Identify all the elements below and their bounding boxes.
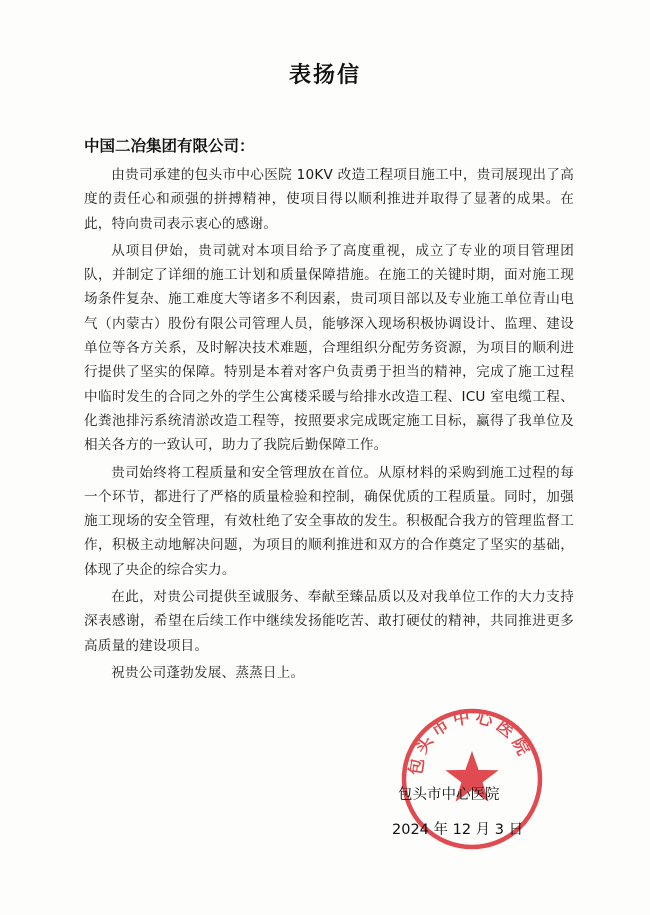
paragraph: 在此，对贵公司提供至诚服务、奉献至臻品质以及对我单位工作的大力支持深表感谢，希望在后续工作中继续发扬能吃苦、敢打硬仗的精神，共同推进更多高质量的建设项目。 [84,589,574,654]
seal-text: 包头市中心医院 [406,707,535,777]
salutation: 中国二冶集团有限公司： [84,137,255,155]
paragraph: 贵司始终将工程质量和安全管理放在首位。从原材料的采购到施工过程的每一个环节，都进行了严格的质量检验和控制，确保优质的工程质量。同时，加强施工现场的安全管理，有效杜绝了安全事故的发生。积极配合我方的管理监督工作，积极主动地解决问题，为项目的顺利推进和双方的合作奠定了坚实的基础，体现了央企的综合实力。 [84,464,574,578]
paragraph: 从项目伊始，贵司就对本项目给予了高度重视，成立了专业的项目管理团队，并制定了详细的施工计划和质量保障措施。在施工的关键时期，面对施工现场条件复杂、施工难度大等诸多不利因素，贵司项目部以及专业施工单位青山电气（内蒙古）股份有限公司管理人员，能够深入现场积极协调设计、监理、建设单位等各方关系，及时解决技术难题，合理组织分配劳务资源，为项目的顺利进行提供了坚实的保障。特别是本着对客户负责勇于担当的精神，完成了施工过程中临时发生的合同之外的学生公寓楼采暖与给排水改造工程、ICU 室电缆工程、化粪池排污系统清淤改造工程等，按照要求完成既定施工目标，赢得了我单位及相关各方的一致认可，助力了我院后勤保障工作。 [84,242,574,454]
signer-name: 包头市中心医院 [398,787,500,803]
paragraph: 由贵司承建的包头市中心医院 10KV 改造工程项目施工中，贵司展现出了高度的责任心和顽强的拼搏精神，使项目得以顺利推进并取得了显著的成果。在此，特向贵司表示衷心的感谢。 [84,167,574,232]
paragraph: 祝贵公司蓬勃发展、蒸蒸日上。 [111,664,305,681]
letter-title: 表扬信 [288,63,361,88]
letter-date: 2024 年 12 月 3 日 [392,822,524,838]
letter-body [84,163,574,688]
